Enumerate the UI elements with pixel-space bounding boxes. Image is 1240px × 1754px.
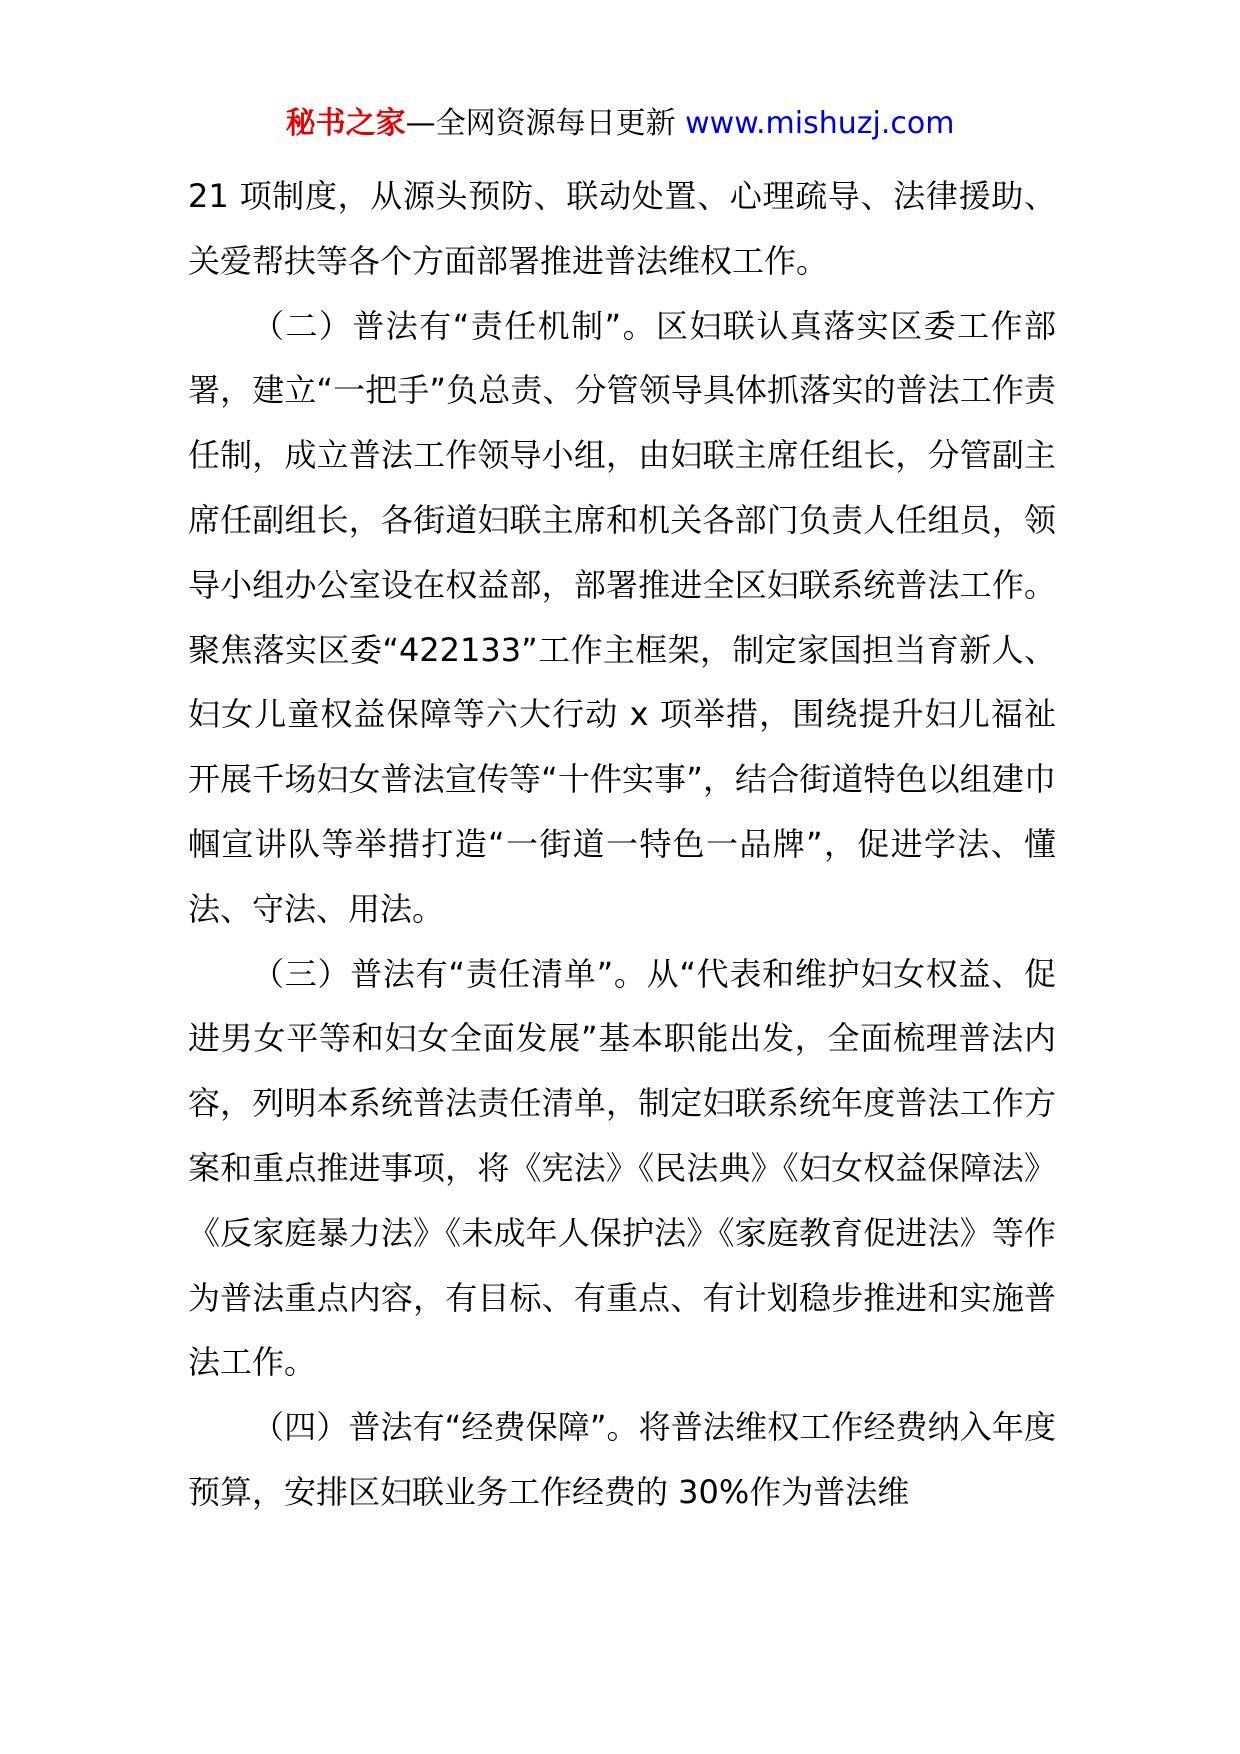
paragraph-funding-guarantee: （四）普法有“经费保障”。将普法维权工作经费纳入年度预算，安排区妇联业务工作经费的 30%作为普法维	[188, 1408, 1056, 1511]
paragraph-responsibility-mechanism: （二）普法有“责任机制”。区妇联认真落实区委工作部署，建立“一把手”负总责、分管领导具体抓落实的普法工作责任制，成立普法工作领导小组，由妇联主席任组长，分管副主席任副组长，各街道妇联主席和机关各部门负责人任组员，领导小组办公室设在权益部，部署推进全区妇联系统普法工作。聚焦落实区委“422133”工作主框架，制定家国担当育新人、妇女儿童权益保障等六大行动 x 项举措，围绕提升妇儿福祉开展千场妇女普法宣传等“十件实事”，结合街道特色以组建巾帼宣讲队等举措打造“一街道一特色一品牌”，促进学法、懂法、守法、用法。	[188, 306, 1056, 928]
paragraph-responsibility-list: （三）普法有“责任清单”。从“代表和维护妇女权益、促进男女平等和妇女全面发展”基本职能出发，全面梳理普法内容，列明本系统普法责任清单，制定妇联系统年度普法工作方案和重点推进事项，将《宪法》《民法典》《妇女权益保障法》《反家庭暴力法》《未成年人保护法》《家庭教育促进法》等作为普法重点内容，有目标、有重点、有计划稳步推进和实施普法工作。	[188, 954, 1056, 1382]
page-header	[0, 102, 1240, 146]
header-url-link[interactable]: www.mishuzj.com	[685, 106, 955, 141]
document-body	[188, 164, 1056, 1525]
header-slogan: —全网资源每日更新	[405, 106, 686, 141]
header-brand: 秘书之家	[285, 106, 406, 141]
paragraph-continuation: 21 项制度，从源头预防、联动处置、心理疏导、法律援助、关爱帮扶等各个方面部署推进普法维权工作。	[188, 177, 1056, 280]
